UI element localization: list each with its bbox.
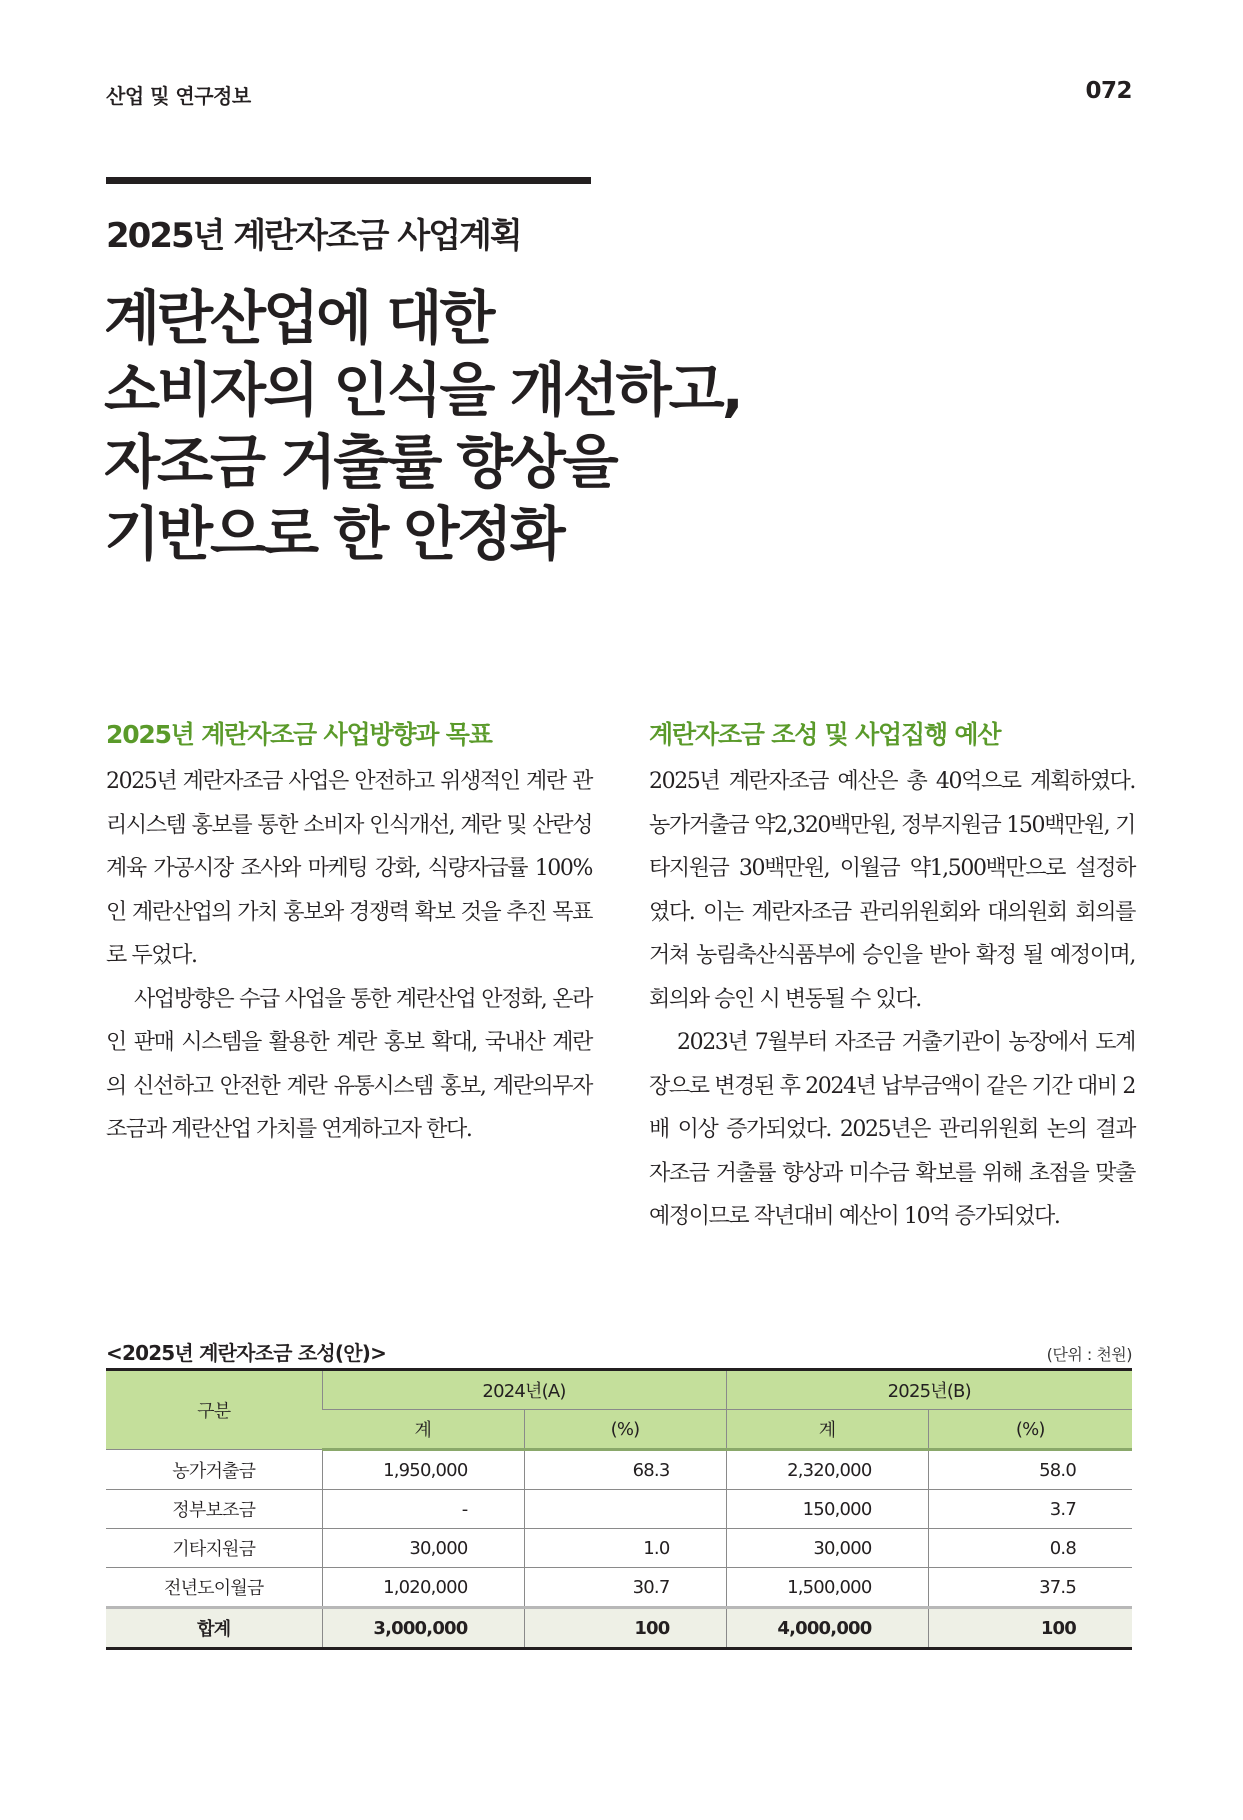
cell-2025-total: 1,500,000 <box>726 1568 928 1608</box>
cell-2024-total: 30,000 <box>322 1529 524 1568</box>
cell-2024-total: 1,020,000 <box>322 1568 524 1608</box>
table-header-row <box>106 1370 1132 1410</box>
body-paragraph: 2023년 7월부터 자조금 거출기관이 농장에서 도계장으로 변경된 후 2024년 납부금액이 같은 기간 대비 2배 이상 증가되었다. 2025년은 관리위원회 논의 결과 자조금 거출률 향상과 미수금 확보를 위해 초점을 맞출 예정이므로 작년대비 예산이 10억 증가되었다. <box>649 1030 1135 1229</box>
row-label: 기타지원금 <box>106 1529 322 1568</box>
cell-2025-total: 2,320,000 <box>726 1450 928 1490</box>
right-column <box>649 718 1135 1239</box>
header-total: 계 <box>322 1410 524 1450</box>
table-row <box>106 1529 1132 1568</box>
header-year-2025: 2025년(B) <box>726 1370 1132 1410</box>
row-label: 농가거출금 <box>106 1450 322 1490</box>
cell-2024-percent <box>524 1490 726 1529</box>
cell-2025-percent: 58.0 <box>928 1450 1132 1490</box>
budget-table <box>106 1368 1132 1650</box>
header-total: 계 <box>726 1410 928 1450</box>
table-row <box>106 1450 1132 1490</box>
left-column-heading: 2025년 계란자조금 사업방향과 목표 <box>106 720 492 749</box>
body-paragraph: 2025년 계란자조금 사업은 안전하고 위생적인 계란 관리시스템 홍보를 통한 소비자 인식개선, 계란 및 산란성계육 가공시장 조사와 마케팅 강화, 식량자급률 100%인 계란산업의 가치 홍보와 경쟁력 확보 것을 추진 목표로 두었다. <box>106 769 592 968</box>
body-paragraph: 사업방향은 수급 사업을 통한 계란산업 안정화, 온라인 판매 시스템을 활용한 계란 홍보 확대, 국내산 계란의 신선하고 안전한 계란 유통시스템 홍보, 계란의무자조금과 계란산업 가치를 연계하고자 한다. <box>106 986 592 1142</box>
cell-2024-percent: 68.3 <box>524 1450 726 1490</box>
table-caption: <2025년 계란자조금 조성(안)> <box>106 1341 387 1365</box>
headline-line: 기반으로 한 안정화 <box>104 500 563 568</box>
headline-line: 소비자의 인식을 개선하고, <box>104 356 741 424</box>
headline-line: 계란산업에 대한 <box>104 284 493 352</box>
cell-2025-percent: 3.7 <box>928 1490 1132 1529</box>
cell-2025-total: 30,000 <box>726 1529 928 1568</box>
table-total-row <box>106 1608 1132 1649</box>
cell-2024-percent: 1.0 <box>524 1529 726 1568</box>
page-number: 072 <box>1085 78 1132 104</box>
header-percent: (%) <box>524 1410 726 1450</box>
article-kicker: 2025년 계란자조금 사업계획 <box>106 216 521 256</box>
table-unit: (단위 : 천원) <box>1046 1345 1132 1364</box>
total-2025-total: 4,000,000 <box>726 1608 928 1649</box>
header-percent: (%) <box>928 1410 1132 1450</box>
cell-2025-percent: 37.5 <box>928 1568 1132 1608</box>
section-label: 산업 및 연구정보 <box>106 84 251 108</box>
table-row <box>106 1568 1132 1608</box>
total-2025-percent: 100 <box>928 1608 1132 1649</box>
total-label: 합계 <box>106 1608 322 1649</box>
cell-2024-total: - <box>322 1490 524 1529</box>
cell-2024-percent: 30.7 <box>524 1568 726 1608</box>
row-label: 전년도이월금 <box>106 1568 322 1608</box>
article-headline <box>104 282 741 570</box>
header-category: 구분 <box>106 1370 322 1450</box>
total-2024-percent: 100 <box>524 1608 726 1649</box>
header-year-2024: 2024년(A) <box>322 1370 726 1410</box>
cell-2024-total: 1,950,000 <box>322 1450 524 1490</box>
table-row <box>106 1490 1132 1529</box>
right-column-heading: 계란자조금 조성 및 사업집행 예산 <box>649 720 1001 749</box>
total-2024-total: 3,000,000 <box>322 1608 524 1649</box>
row-label: 정부보조금 <box>106 1490 322 1529</box>
headline-line: 자조금 거출률 향상을 <box>104 428 616 496</box>
cell-2025-total: 150,000 <box>726 1490 928 1529</box>
title-rule <box>106 177 591 184</box>
body-paragraph: 2025년 계란자조금 예산은 총 40억으로 계획하였다. 농가거출금 약2,320백만원, 정부지원금 150백만원, 기타지원금 30백만원, 이월금 약1,500백만으로 설정하였다. 이는 계란자조금 관리위원회와 대의원회 회의를 거쳐 농림축산식품부에 승인을 받아 확정 될 예정이며, 회의와 승인 시 변동될 수 있다. <box>649 769 1135 1012</box>
cell-2025-percent: 0.8 <box>928 1529 1132 1568</box>
left-column <box>106 718 592 1152</box>
